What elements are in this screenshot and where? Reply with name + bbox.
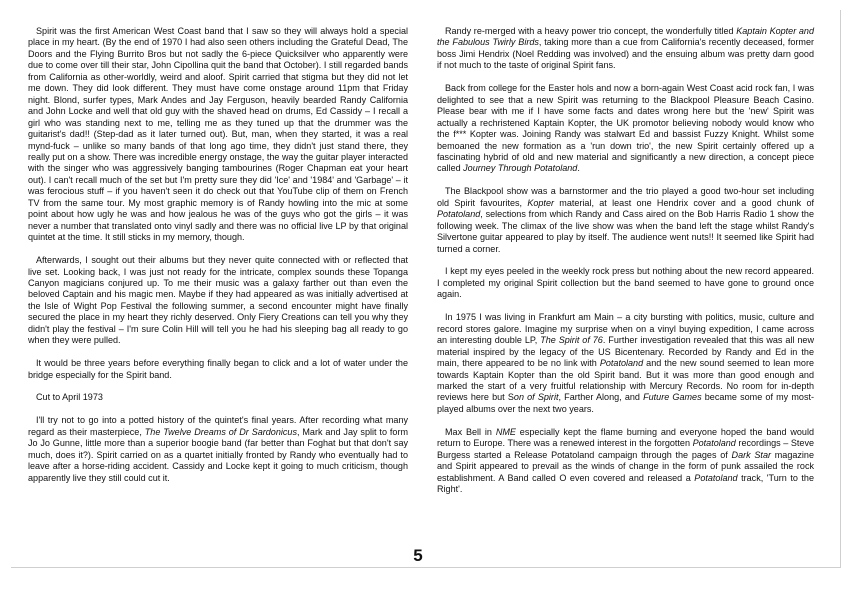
italic-title: Future Games [643, 392, 702, 403]
text-run: It would be three years before everything finally began to click and a lot of water under the bridge especially for the Spirit band. [28, 358, 408, 380]
left-column [28, 26, 408, 496]
text-run: Cut to April 1973 [36, 392, 103, 403]
paragraph [437, 83, 814, 175]
italic-title: Dark Star [731, 449, 771, 460]
text-run: Back from college for the Easter hols and now a born-again West Coast acid rock fan, I was delighted to see that a new Spirit was returning to the Blackpool Pleasure Beach Casino. Please bear with me if I have some facts and dates wrong here but the 'new' Spirit was actually a rechristened Kaptain Kopter, the UK promotor believing nobody would know who the f*** Kopter was. Joining Randy was stalwart Ed and bassist Fuzzy Knight. Whilst some bemoaned the new formation as a 'run down trio', the new Spirit certainly offered up a fascinating hybrid of old and new material and significantly a new direction, a concept piece called [437, 83, 814, 174]
text-run: became some of my most-played albums over the next two years. [437, 392, 814, 414]
right-column [437, 26, 814, 507]
text-run: Randy re-merged with a heavy power trio concept, the wonderfully titled [445, 26, 737, 36]
paragraph [437, 186, 814, 255]
text-run: , Farther Along, and [558, 392, 644, 403]
text-run: Afterwards, I sought out their albums but they never quite connected with or reflected that live set. Looking back, I was just not ready for the intricate, complex sounds these Topanga Canyon magicians conjured up. To me their music was a galaxy farther out than even the beloved Captain and his magic men. Maybe if they had appeared as was initially advertised at the Isle of Wight Pop Festival the following summer, a second encounter might have finally secured the place in my heart they richly deserved. Only Fiery Creations can tell you why they didn't play the festival – I'm sure Colin Hill will tell you he had his sleeping bag all ready to go when they were pulled. [28, 255, 408, 346]
italic-title: Kopter [527, 197, 554, 208]
text-run: . [577, 163, 580, 174]
italic-title: Potatoland [694, 472, 738, 483]
paragraph [28, 255, 408, 347]
text-run: recordings – Steve Burgess started a Release Potatoland campaign through the pages of [437, 438, 814, 460]
text-run: I kept my eyes peeled in the weekly rock press but nothing about the new record appeared. I completed my original Spirit collection but the band seemed to have gone to ground once again. [437, 266, 814, 300]
italic-title: Potatoland [599, 358, 644, 369]
italic-title: Potatoland [692, 438, 736, 449]
text-run: Max Bell in [445, 426, 496, 437]
italic-title: The Twelve Dreams of Dr Sardonicus [144, 426, 297, 437]
text-run: The Blackpool show was a barnstormer and the trio played a good two-hour set including old Spirit favourites, [437, 186, 814, 208]
paragraph [437, 26, 814, 72]
paragraph [437, 312, 814, 415]
text-run: material, at least one Hendrix cover and a good chunk of [553, 197, 814, 208]
paragraph [28, 358, 408, 381]
text-run: I'll try not to go into a potted history of the quintet's final years. After recording what many regard as their masterpiece, [28, 415, 408, 437]
paragraph [28, 392, 408, 403]
italic-title: The Spirit of 76 [540, 335, 603, 346]
italic-title: on of Spirit [513, 392, 559, 403]
text-run: and the new sound seemed to lean more towards Kaptain Kopter than the old Spirit band. But it was more than good enough and marked the start of a very fruitful relationship with Mercury Records. No room for in-depth reviews here but S [437, 358, 814, 403]
text-run: . Further investigation revealed that this was all new material inspired by the legacy of the US Bicentenary. Recorded by Randy and Ed in the main, there appeared to be no link with [437, 335, 814, 369]
italic-title: Potatoland [437, 209, 481, 220]
text-run: , taking more than a cue from California's recently deceased, former boss Jimi Hendrix (Noel Redding was involved) and the ensuing album was pretty darn good if not much to the taste of original Spirit fans. [437, 37, 814, 71]
paragraph [28, 26, 408, 244]
text-run: , Mark and Jay split to form Jo Jo Gunne, little more than a superior boogie band (far better than Foghat but that don't say much, does it?). Spirit carried on as a quartet initially fronted by Randy who eventually had to leave after a horse-riding accident. Cassidy and Locke kept it going to much criticism, though apparently live they still could cut it. [28, 426, 408, 483]
text-run: magazine and Spirit appeared to prevail as the winds of change in the form of punk assailed the rock establishment. A Band called O even covered and released a [437, 449, 814, 483]
text-run: especially kept the flame burning and everyone hoped the band would return to Europe. There was a renewed interest in the forgotten [437, 426, 814, 449]
text-run: Spirit was the first American West Coast band that I saw so they will always hold a special place in my heart. (By the end of 1970 I had also seen others including the Grateful Dead, The Doors and the Flying Burrito Bros but not sadly the 6-piece Quicksilver who apparently were due to come over till their star, John Cipollina quit the band that October). I still regarded bands from California as other-worldly, weird and aloof. Spirit carried that stigma but they did not let me down. They did look different. They must have come onstage around 11pm that Friday night. Blond, surfer types, Mark Andes and Jay Ferguson, heavily bearded Randy California and John Locke and well that old guy with the shaved head on drums, Ed Cassidy – I recall a girl who was standing next to me, telling me as they tuned up that the drummer was the guitarist's dad!! (Step-dad as it later turned out). But, man, when they started, it was a real mynd-fuck – unlike so many bands of that long ago time, they didn't just stand there, they really put on a show. There was incredible energy onstage, the way the guitar player interacted with the singer who was aggressively banging tambourines (Roger Chapman eat your heart out). I can't recall much of the set but I'm pretty sure they did 'Ice' and '1984' and 'Garbage' – it was ferocious stuff – if you haven't seen it do check out that YouTube clip of them on French TV from the same tour. My most graphic memory is of Randy howling into the mic at some point about how ugly he was and how jealous he was of the guys who got the girls – it was never a number that translated onto vinyl sadly and there was no official live LP by that original quintet at the time. It still sticks in my memory, though. [28, 26, 408, 243]
page-number: 5 [413, 546, 423, 565]
italic-title: Journey Through Potatoland [463, 163, 578, 174]
italic-title: Kaptain Kopter and the Fabulous Twirly Birds [437, 26, 814, 48]
text-run: , selections from which Randy and Cass aired on the Bob Harris Radio 1 show the following week. The climax of the live show was when the band left the stage whilst Randy's Silvertone guitar appeared to play by itself. The audience went nuts!! It seemed like Spirit had turned a corner. [437, 209, 814, 254]
paragraph [437, 427, 814, 496]
paragraph [437, 266, 814, 300]
italic-title: NME [495, 426, 516, 437]
text-run: track, 'Turn to the Right'. [437, 472, 814, 495]
text-run: In 1975 I was living in Frankfurt am Main – a city bursting with politics, music, culture and record stores galore. Imagine my surprise when on a vinyl buying expedition, I came across an interesting double LP, [437, 312, 814, 346]
paragraph [28, 415, 408, 484]
